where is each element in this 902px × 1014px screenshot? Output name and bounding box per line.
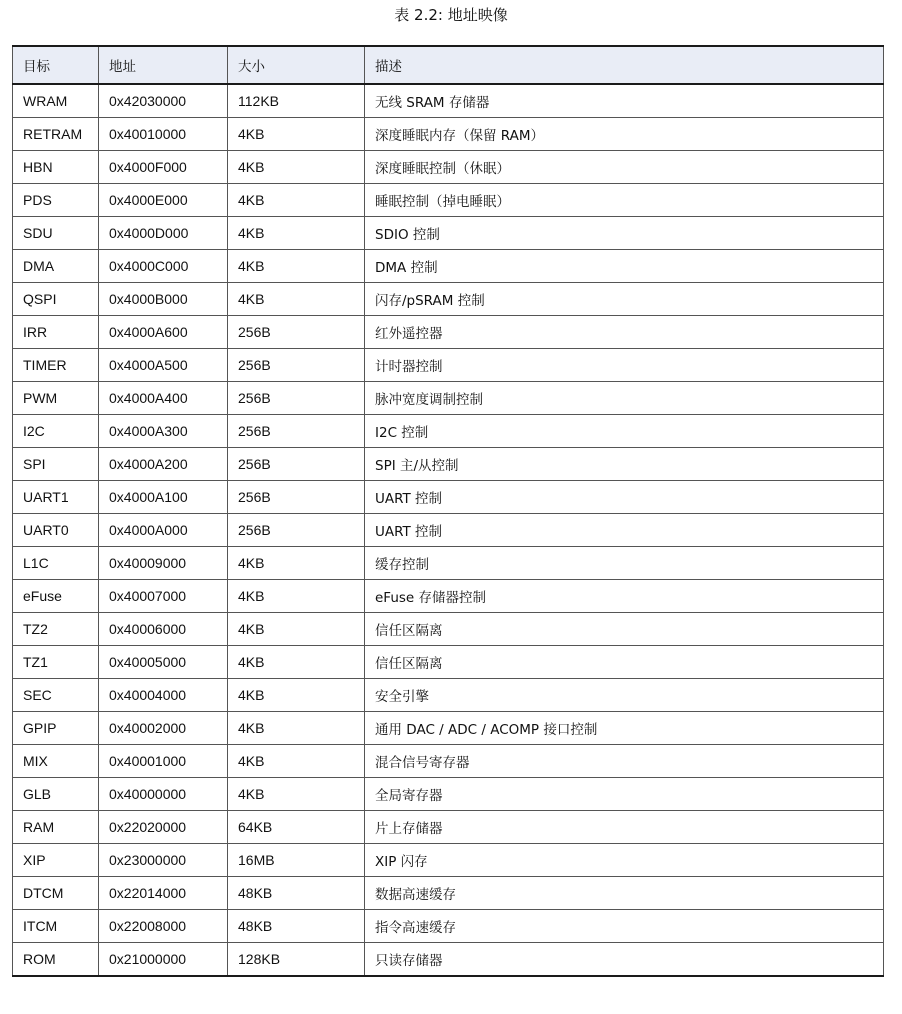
cell-address: 0x22020000 <box>99 811 228 844</box>
cell-address: 0x4000E000 <box>99 184 228 217</box>
cell-address: 0x22008000 <box>99 910 228 943</box>
cell-address: 0x4000F000 <box>99 151 228 184</box>
cell-description: XIP 闪存 <box>365 844 884 877</box>
cell-size: 128KB <box>228 943 365 977</box>
table-row <box>13 844 884 877</box>
cell-description: 指令高速缓存 <box>365 910 884 943</box>
cell-target: SEC <box>13 679 99 712</box>
table-row <box>13 481 884 514</box>
cell-description: 信任区隔离 <box>365 646 884 679</box>
header-address: 地址 <box>99 46 228 84</box>
cell-address: 0x40007000 <box>99 580 228 613</box>
cell-size: 4KB <box>228 151 365 184</box>
cell-address: 0x42030000 <box>99 84 228 118</box>
cell-size: 4KB <box>228 712 365 745</box>
cell-target: SPI <box>13 448 99 481</box>
cell-address: 0x4000A000 <box>99 514 228 547</box>
cell-address: 0x40010000 <box>99 118 228 151</box>
cell-address: 0x23000000 <box>99 844 228 877</box>
cell-description: 红外遥控器 <box>365 316 884 349</box>
cell-size: 256B <box>228 415 365 448</box>
cell-description: 混合信号寄存器 <box>365 745 884 778</box>
cell-size: 4KB <box>228 745 365 778</box>
cell-size: 256B <box>228 349 365 382</box>
cell-size: 4KB <box>228 580 365 613</box>
cell-size: 256B <box>228 514 365 547</box>
table-row <box>13 118 884 151</box>
table-row <box>13 679 884 712</box>
cell-address: 0x40006000 <box>99 613 228 646</box>
cell-target: RETRAM <box>13 118 99 151</box>
cell-size: 4KB <box>228 613 365 646</box>
table-row <box>13 448 884 481</box>
cell-address: 0x40004000 <box>99 679 228 712</box>
cell-target: TZ1 <box>13 646 99 679</box>
cell-target: PWM <box>13 382 99 415</box>
cell-size: 4KB <box>228 283 365 316</box>
cell-address: 0x40009000 <box>99 547 228 580</box>
cell-target: XIP <box>13 844 99 877</box>
cell-description: SDIO 控制 <box>365 217 884 250</box>
cell-size: 48KB <box>228 910 365 943</box>
table-row <box>13 316 884 349</box>
cell-description: 睡眠控制（掉电睡眠） <box>365 184 884 217</box>
table-row <box>13 84 884 118</box>
table-row <box>13 349 884 382</box>
cell-size: 4KB <box>228 250 365 283</box>
cell-size: 256B <box>228 382 365 415</box>
table-row <box>13 646 884 679</box>
cell-size: 4KB <box>228 217 365 250</box>
cell-target: TZ2 <box>13 613 99 646</box>
cell-description: 缓存控制 <box>365 547 884 580</box>
table-caption: 表 2.2: 地址映像 <box>394 6 508 24</box>
cell-description: 闪存/pSRAM 控制 <box>365 283 884 316</box>
table-row <box>13 580 884 613</box>
cell-size: 16MB <box>228 844 365 877</box>
cell-target: TIMER <box>13 349 99 382</box>
cell-target: SDU <box>13 217 99 250</box>
header-size: 大小 <box>228 46 365 84</box>
cell-description: eFuse 存储器控制 <box>365 580 884 613</box>
cell-address: 0x40002000 <box>99 712 228 745</box>
cell-target: UART0 <box>13 514 99 547</box>
cell-description: 无线 SRAM 存储器 <box>365 84 884 118</box>
cell-address: 0x4000A300 <box>99 415 228 448</box>
cell-description: 计时器控制 <box>365 349 884 382</box>
cell-address: 0x4000A600 <box>99 316 228 349</box>
table-row <box>13 712 884 745</box>
cell-size: 4KB <box>228 778 365 811</box>
cell-description: SPI 主/从控制 <box>365 448 884 481</box>
cell-target: MIX <box>13 745 99 778</box>
table-row <box>13 217 884 250</box>
cell-description: UART 控制 <box>365 481 884 514</box>
table-row <box>13 877 884 910</box>
cell-target: GLB <box>13 778 99 811</box>
cell-target: UART1 <box>13 481 99 514</box>
cell-target: DTCM <box>13 877 99 910</box>
cell-address: 0x4000A400 <box>99 382 228 415</box>
cell-description: 信任区隔离 <box>365 613 884 646</box>
cell-target: GPIP <box>13 712 99 745</box>
cell-target: ITCM <box>13 910 99 943</box>
cell-address: 0x4000A500 <box>99 349 228 382</box>
cell-size: 112KB <box>228 84 365 118</box>
table-row <box>13 613 884 646</box>
cell-address: 0x40000000 <box>99 778 228 811</box>
cell-target: DMA <box>13 250 99 283</box>
cell-address: 0x40005000 <box>99 646 228 679</box>
cell-address: 0x4000A200 <box>99 448 228 481</box>
cell-size: 48KB <box>228 877 365 910</box>
table-header <box>13 46 884 84</box>
cell-target: WRAM <box>13 84 99 118</box>
cell-size: 256B <box>228 448 365 481</box>
cell-size: 4KB <box>228 118 365 151</box>
cell-description: 脉冲宽度调制控制 <box>365 382 884 415</box>
cell-target: QSPI <box>13 283 99 316</box>
cell-size: 4KB <box>228 679 365 712</box>
cell-target: ROM <box>13 943 99 977</box>
header-description: 描述 <box>365 46 884 84</box>
cell-description: DMA 控制 <box>365 250 884 283</box>
cell-address: 0x40001000 <box>99 745 228 778</box>
table-row <box>13 778 884 811</box>
table-row <box>13 943 884 977</box>
cell-description: 深度睡眠控制（休眠） <box>365 151 884 184</box>
cell-target: HBN <box>13 151 99 184</box>
table-row <box>13 250 884 283</box>
table-row <box>13 184 884 217</box>
cell-description: UART 控制 <box>365 514 884 547</box>
cell-description: 数据高速缓存 <box>365 877 884 910</box>
cell-size: 4KB <box>228 547 365 580</box>
cell-address: 0x4000B000 <box>99 283 228 316</box>
cell-size: 256B <box>228 481 365 514</box>
table-row <box>13 151 884 184</box>
cell-description: 片上存储器 <box>365 811 884 844</box>
table-row <box>13 514 884 547</box>
cell-size: 4KB <box>228 646 365 679</box>
table-row <box>13 811 884 844</box>
cell-target: IRR <box>13 316 99 349</box>
cell-address: 0x21000000 <box>99 943 228 977</box>
cell-target: L1C <box>13 547 99 580</box>
cell-size: 64KB <box>228 811 365 844</box>
cell-description: I2C 控制 <box>365 415 884 448</box>
cell-description: 通用 DAC / ADC / ACOMP 接口控制 <box>365 712 884 745</box>
cell-target: RAM <box>13 811 99 844</box>
table-row <box>13 745 884 778</box>
cell-target: I2C <box>13 415 99 448</box>
table-row <box>13 382 884 415</box>
cell-target: PDS <box>13 184 99 217</box>
table-body <box>13 84 884 976</box>
header-row <box>13 46 884 84</box>
cell-description: 深度睡眠内存（保留 RAM） <box>365 118 884 151</box>
cell-address: 0x4000A100 <box>99 481 228 514</box>
cell-target: eFuse <box>13 580 99 613</box>
table-row <box>13 415 884 448</box>
address-map-table <box>12 45 884 977</box>
cell-description: 全局寄存器 <box>365 778 884 811</box>
table-row <box>13 283 884 316</box>
cell-description: 只读存储器 <box>365 943 884 977</box>
table-row <box>13 910 884 943</box>
cell-size: 256B <box>228 316 365 349</box>
header-target: 目标 <box>13 46 99 84</box>
table-row <box>13 547 884 580</box>
cell-size: 4KB <box>228 184 365 217</box>
cell-address: 0x4000D000 <box>99 217 228 250</box>
cell-address: 0x4000C000 <box>99 250 228 283</box>
cell-address: 0x22014000 <box>99 877 228 910</box>
cell-description: 安全引擎 <box>365 679 884 712</box>
